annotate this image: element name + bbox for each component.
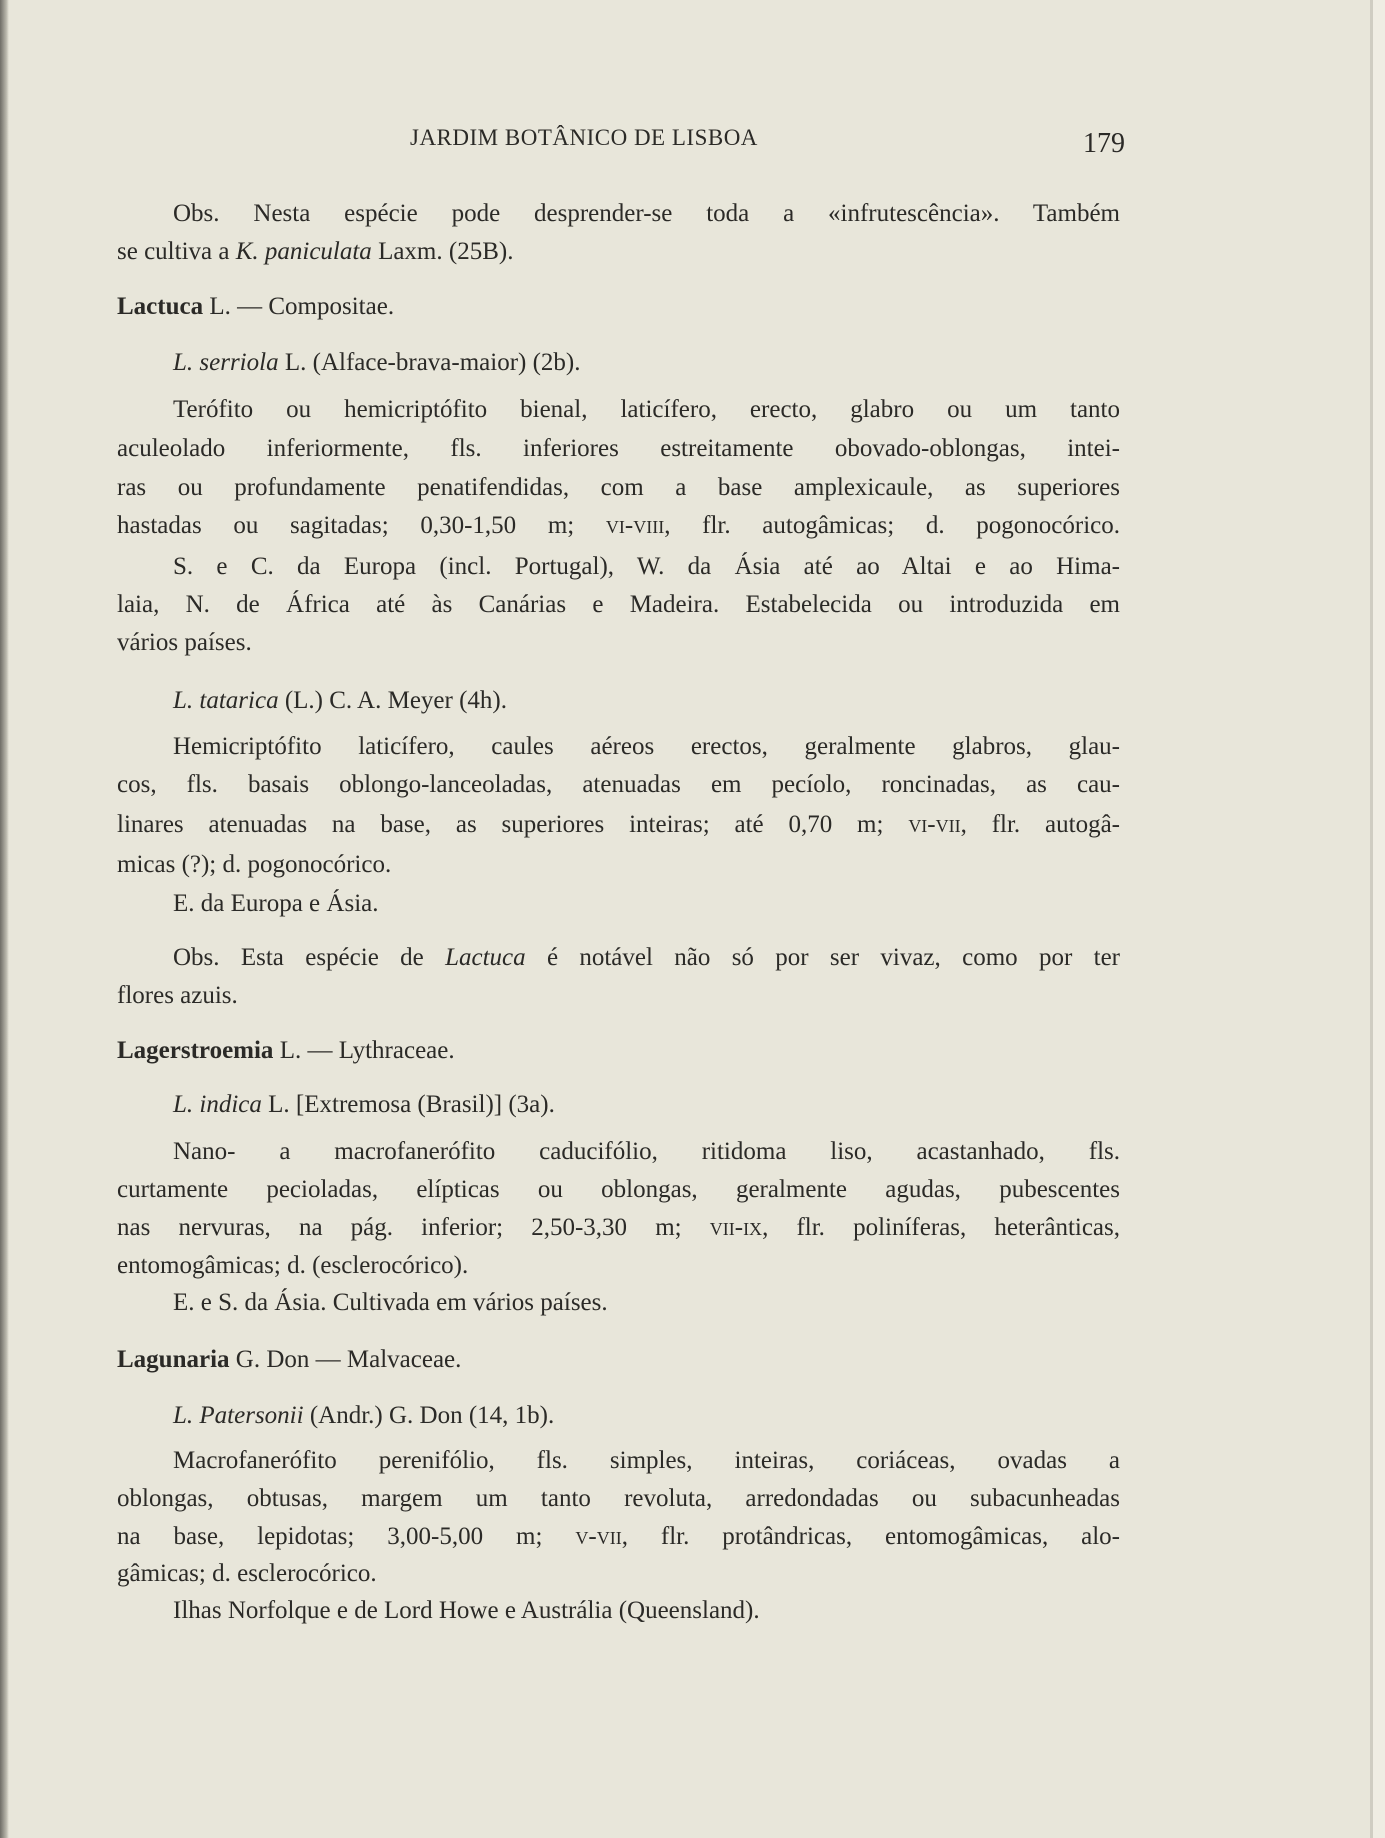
text-segment: gâmicas; d. esclerocórico. [117, 1560, 377, 1587]
text-line [117, 806, 1120, 844]
text-segment: (Andr.) G. Don (14, 1b). [303, 1402, 555, 1429]
species-name: K. paniculata [235, 238, 372, 265]
running-header: JARDIM BOTÂNICO DE LISBOA [410, 125, 758, 150]
text-line [173, 548, 1120, 586]
text-line [117, 1518, 1120, 1556]
text-segment: , flr. autogâmicas; d. pogonocórico. [664, 512, 1120, 539]
flowering-months: v-vii [575, 1523, 622, 1550]
text-segment: ras ou profundamente penatifendidas, com a base amplexicaule, as superiores [117, 474, 1120, 501]
text-line [173, 1086, 1120, 1124]
text-segment: S. e C. da Europa (incl. Portugal), W. da Ásia até ao Altai e ao Hima- [173, 553, 1120, 580]
text-segment: Nano- a macrofanerófito caducifólio, ritidoma liso, acastanhado, fls. [173, 1138, 1120, 1165]
text-line [117, 624, 1120, 662]
species-name: L. Patersonii [173, 1402, 304, 1429]
text-segment: linares atenuadas na base, as superiores inteiras; até 0,70 m; [117, 811, 909, 838]
text-segment: flores azuis. [117, 982, 238, 1009]
text-line [173, 682, 1120, 720]
text-segment: se cultiva a [117, 238, 236, 265]
text-segment: aculeolado inferiormente, fls. inferiores estreitamente obovado-oblongas, intei- [117, 435, 1120, 462]
text-segment: L. — Compositae. [203, 293, 395, 320]
species-name: Lactuca [445, 944, 526, 971]
text-line [117, 977, 1120, 1015]
text-segment: Macrofanerófito perenifólio, fls. simples, inteiras, coriáceas, ovadas a [173, 1447, 1120, 1474]
text-line [173, 939, 1120, 977]
text-segment: L. — Lythraceae. [273, 1037, 455, 1064]
text-segment: cos, fls. basais oblongo-lanceoladas, atenuadas em pecíolo, roncinadas, as cau- [117, 771, 1120, 798]
page-number: 179 [1083, 128, 1125, 159]
text-segment: Obs. Nesta espécie pode desprender-se toda a «infrutescência». Também [173, 200, 1120, 227]
flowering-months: vi-viii [605, 512, 665, 539]
text-segment: Obs. Esta espécie de [173, 944, 446, 971]
text-line [117, 1171, 1120, 1209]
text-line [117, 586, 1120, 624]
text-line [117, 846, 1120, 884]
text-line [117, 469, 1120, 507]
page-edge-margin [1373, 0, 1385, 1838]
species-name: L. tatarica [173, 687, 279, 714]
text-line [173, 391, 1120, 429]
text-line [117, 288, 1120, 326]
text-line [173, 195, 1120, 233]
text-segment: hastadas ou sagitadas; 0,30-1,50 m; [117, 512, 606, 539]
flowering-months: vii-ix [709, 1214, 763, 1241]
text-segment: nas nervuras, na pág. inferior; 2,50-3,30 m; [117, 1214, 710, 1241]
genus-heading: Lagerstroemia [117, 1037, 274, 1064]
text-line [117, 1555, 1120, 1593]
text-segment: Hemicriptófito laticífero, caules aéreos erectos, geralmente glabros, glau- [173, 733, 1120, 760]
text-segment: E. da Europa e Ásia. [173, 890, 379, 917]
text-line [117, 1247, 1120, 1285]
text-line [117, 766, 1120, 804]
text-line [173, 1133, 1120, 1171]
text-segment: E. e S. da Ásia. Cultivada em vários países. [173, 1289, 608, 1316]
text-segment: micas (?); d. pogonocórico. [117, 851, 392, 878]
text-line [173, 728, 1120, 766]
text-segment: , flr. autogâ- [960, 811, 1120, 838]
page-edge-shadow [0, 0, 9, 1838]
text-line [117, 1209, 1120, 1247]
genus-heading: Lactuca [117, 293, 204, 320]
text-segment: , flr. poliníferas, heterânticas, [762, 1214, 1121, 1241]
text-segment: laia, N. de África até às Canárias e Madeira. Estabelecida ou introduzida em [117, 591, 1120, 618]
text-line [173, 1284, 1120, 1322]
text-segment: entomogâmicas; d. (esclerocórico). [117, 1252, 469, 1279]
text-line [173, 1592, 1120, 1630]
species-name: L. serriola [173, 349, 279, 376]
text-segment: é notável não só por ser vivaz, como por ter [525, 944, 1121, 971]
text-line [117, 1480, 1120, 1518]
text-segment: Terófito ou hemicriptófito bienal, laticífero, erecto, glabro ou um tanto [173, 396, 1120, 423]
text-segment: oblongas, obtusas, margem um tanto revoluta, arredondadas ou subacunheadas [117, 1485, 1120, 1512]
text-segment: G. Don — Malvaceae. [229, 1346, 462, 1373]
species-name: L. indica [173, 1091, 262, 1118]
genus-heading: Lagunaria [117, 1346, 230, 1373]
text-segment: Ilhas Norfolque e de Lord Howe e Austrália (Queensland). [173, 1597, 760, 1624]
text-segment: na base, lepidotas; 3,00-5,00 m; [117, 1523, 576, 1550]
text-segment: curtamente pecioladas, elípticas ou oblongas, geralmente agudas, pubescentes [117, 1176, 1120, 1203]
text-segment: (L.) C. A. Meyer (4h). [278, 687, 507, 714]
text-line [117, 1341, 1120, 1379]
text-line [173, 344, 1120, 382]
flowering-months: vi-vii [908, 811, 961, 838]
text-line [173, 1442, 1120, 1480]
text-segment: L. (Alface-brava-maior) (2b). [278, 349, 581, 376]
text-segment: , flr. protândricas, entomogâmicas, alo- [621, 1523, 1120, 1550]
text-line [117, 1032, 1120, 1070]
text-segment: vários países. [117, 629, 252, 656]
text-segment: L. [Extremosa (Brasil)] (3a). [261, 1091, 555, 1118]
text-line [117, 430, 1120, 468]
text-line [117, 233, 1120, 271]
text-segment: Laxm. (25B). [371, 238, 514, 265]
text-line [173, 1397, 1120, 1435]
text-line [173, 885, 1120, 923]
text-line [117, 507, 1120, 545]
